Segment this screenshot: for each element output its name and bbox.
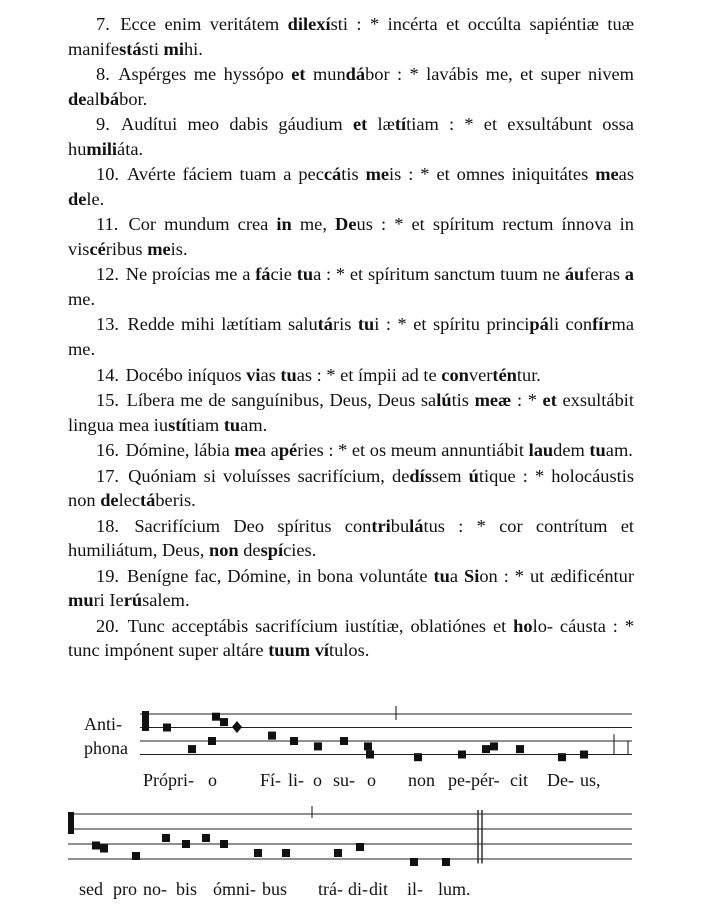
verse-text: cie (270, 264, 297, 285)
accent-syllable: áu (564, 264, 585, 285)
lyric-syllable: lum. (438, 879, 471, 899)
verse-text: Quóniam si voluísses sacrifícium, de (128, 465, 410, 486)
verse-text: Cor mundum crea (128, 214, 277, 235)
verse-text: am. (240, 414, 268, 435)
neume-note (92, 842, 100, 850)
verse-text: ri Ie (93, 590, 124, 611)
verse-text: tur. (516, 364, 541, 385)
verse-text: a : * et spíritum sanctum tuum ne (313, 264, 565, 285)
verse-text: as (618, 164, 634, 185)
verse-text: bu (390, 515, 410, 536)
accent-syllable: ho (513, 615, 533, 636)
verse-text: me. (68, 288, 96, 309)
lyric-syllable: De- (547, 770, 574, 790)
verse-text: me, (291, 214, 336, 235)
verse-text: dem (553, 440, 590, 461)
lyric-syllable: sed (79, 879, 103, 899)
verse-text: a a (257, 440, 279, 461)
verse-text: tulos. (329, 640, 370, 661)
verse-text: de (238, 540, 261, 561)
neume-rhombus (232, 721, 242, 733)
accent-syllable: tuum (268, 640, 311, 661)
neume-note (340, 737, 348, 745)
verse-text: beris. (155, 490, 196, 511)
verse-number: 13. (96, 314, 119, 335)
verse-text: : * (511, 390, 543, 411)
lyric-syllable: us, (580, 770, 601, 790)
lyric-syllable: il- (407, 879, 423, 899)
verse-text: is. (170, 238, 188, 259)
verse-text: ma me. (68, 314, 634, 360)
lyric-syllable: o (367, 770, 376, 790)
accent-syllable: fír (592, 314, 612, 335)
neume-note (364, 742, 372, 750)
verse-text: ries : * et os meum annuntiábit (297, 440, 529, 461)
accent-syllable: stá (119, 38, 142, 59)
accent-syllable: bá (99, 88, 120, 109)
accent-syllable: tu (589, 440, 606, 461)
accent-syllable: et (291, 64, 306, 85)
accent-syllable: de (68, 188, 87, 209)
neume-note (290, 737, 298, 745)
lyric-syllable: o (208, 770, 217, 790)
verse-number: 15. (96, 390, 119, 411)
verse-text: tiam : * et exsultábunt ossa hu (68, 114, 634, 159)
lyric-syllable: o (313, 770, 322, 790)
lyric-syllable: non (408, 770, 435, 790)
accent-syllable: Si (464, 565, 480, 586)
neume-note (490, 742, 498, 750)
verse-number: 19. (96, 565, 119, 586)
accent-syllable: tá (317, 314, 333, 335)
verse-text: sti (141, 38, 164, 59)
accent-syllable: rú (123, 590, 143, 611)
verse-text: am. (605, 440, 633, 461)
accent-syllable: dilexí (287, 14, 331, 34)
lyric-syllable: ómni- (213, 879, 256, 899)
verse-text: Sacrifícium Deo spíritus con (134, 515, 372, 536)
neume-note (268, 732, 276, 740)
verse-text: cies. (283, 540, 317, 561)
accent-syllable: con (441, 364, 469, 385)
verse-text: ribus (105, 238, 148, 259)
verse-number: 10. (96, 164, 119, 185)
accent-syllable: tá (140, 490, 156, 511)
clef-mark (68, 812, 74, 834)
neume-note (182, 840, 190, 848)
verse-number: 9. (96, 114, 110, 135)
neume-note (482, 745, 490, 753)
verse-text: Dómine, lábia (125, 440, 235, 461)
neume-note (188, 745, 196, 753)
verse-text: læ (367, 114, 395, 135)
verse-text: lec (118, 490, 141, 511)
neume-note (220, 840, 228, 848)
accent-syllable: stí (168, 414, 187, 435)
verse-text: Tunc acceptábis sacrifícium iustítiæ, oblatiónes et (127, 615, 514, 636)
verse-text: Líbera me de sanguínibus, Deus, Deus sa (126, 390, 437, 411)
verse-text: tiam (186, 414, 224, 435)
neume-note (162, 834, 170, 842)
accent-syllable: me (595, 164, 619, 185)
verse-text: ver (468, 364, 493, 385)
accent-syllable: cé (89, 238, 106, 259)
accent-syllable: mili (86, 138, 118, 159)
accent-syllable: ú (468, 465, 479, 486)
verse-text: al (86, 88, 100, 109)
clef-mark (142, 711, 149, 731)
accent-syllable: non (208, 540, 239, 561)
verse-text: tis (341, 164, 366, 185)
lyric-syllable: trá- (318, 879, 343, 899)
lyric-syllable: bis (176, 879, 198, 899)
lyric-syllable: no- (143, 879, 167, 899)
accent-syllable: a (624, 264, 634, 285)
accent-syllable: in (276, 214, 292, 235)
verse-number: 17. (96, 465, 119, 486)
verse-text: áta. (117, 138, 144, 159)
accent-syllable: pé (278, 440, 298, 461)
verse-text: sem (431, 465, 469, 486)
accent-syllable: mu (68, 590, 94, 611)
neume-note (458, 751, 466, 759)
accent-syllable: tí (394, 114, 407, 135)
lyric-syllable: di- (348, 879, 368, 899)
accent-syllable: et (352, 114, 368, 135)
accent-syllable: me (234, 440, 258, 461)
accent-syllable: tri (371, 515, 391, 536)
verse-number: 20. (96, 615, 119, 636)
accent-syllable: cá (323, 164, 342, 185)
lyric-syllable: bus (262, 879, 288, 899)
verse-number: 12. (96, 264, 119, 285)
accent-syllable: me (147, 238, 171, 259)
accent-syllable: ví (314, 640, 330, 661)
lyric-syllable: pro (113, 879, 137, 899)
verse-text: Redde mihi lætítiam salu (127, 314, 318, 335)
neume-note (356, 843, 364, 851)
antiphon-label-line1: Anti- (84, 714, 122, 734)
verse-text: us : * et spíritum rectum ínnova in vis (68, 214, 634, 259)
accent-syllable: tu (357, 314, 375, 335)
verse-text: le. (86, 188, 105, 209)
accent-syllable: de (68, 88, 87, 109)
neume-note (558, 753, 566, 761)
accent-syllable: fá (255, 264, 271, 285)
verse-text: li con (548, 314, 593, 335)
neume-note (100, 845, 108, 853)
verse-text: exsultábit lingua mea iu (68, 390, 634, 435)
verse-text: a (449, 565, 464, 586)
verse-text: tis (451, 390, 475, 411)
accent-syllable: dís (409, 465, 432, 486)
accent-syllable: vi (246, 364, 261, 385)
neume-note (212, 713, 220, 721)
verse-text: as (260, 364, 281, 385)
antiphon-label-line2: phona (84, 738, 128, 758)
verse-number: 14. (96, 364, 119, 385)
verse-text: Avérte fáciem tuam a pec (126, 164, 324, 185)
accent-syllable: et (542, 390, 557, 411)
verse-text: Ne proícias me a (125, 264, 256, 285)
verse-text: Aspérges me hyssópo (118, 64, 292, 85)
verse-text: Docébo iníquos (125, 364, 247, 385)
verse-number: 16. (96, 440, 119, 461)
neume-note (516, 745, 524, 753)
verse-text: Benígne fac, Dómine, in bona voluntáte (126, 565, 434, 586)
neume-note (442, 858, 450, 866)
accent-syllable: me (365, 164, 390, 185)
accent-syllable: tu (280, 364, 297, 385)
neume-note (132, 852, 140, 860)
verse-text: on : * ut ædificéntur (479, 565, 634, 586)
verse-text: sti : * incérta et occúlta sapiéntiæ tuæ manife (68, 14, 634, 59)
lyric-syllable: dit (369, 879, 389, 899)
verse-text: hi. (183, 38, 203, 59)
accent-syllable: meæ (474, 390, 512, 411)
verse-text: feras (584, 264, 625, 285)
accent-syllable: lá (409, 515, 424, 536)
accent-syllable: tén (492, 364, 517, 385)
neume-note (220, 718, 228, 726)
accent-syllable: De (335, 214, 357, 235)
accent-syllable: tu (223, 414, 241, 435)
lyric-syllable: cit (510, 770, 528, 790)
neume-note (366, 751, 374, 759)
accent-syllable: pá (529, 314, 549, 335)
lyric-syllable: Própri- (143, 770, 194, 790)
verse-text: tique : * holocáustis non (68, 465, 634, 511)
verse-text: tus : * cor contrítum et humiliátum, Deus, (68, 515, 634, 561)
lyric-syllable: su- (333, 770, 355, 790)
neume-note (254, 849, 262, 857)
verse-text: i : * et spíritu princi (374, 314, 530, 335)
verse-text: as : * et ímpii ad te (296, 364, 442, 385)
lyric-syllable: Fí- (260, 770, 282, 790)
verse-text: Ecce enim veritátem (120, 14, 288, 34)
accent-syllable: tu (433, 565, 450, 586)
verse-text: mun (305, 64, 346, 85)
neume-note (208, 737, 216, 745)
neume-note (314, 742, 322, 750)
verse-number: 18. (96, 515, 119, 536)
accent-syllable: de (100, 490, 119, 511)
verse-text: bor : * lavábis me, et super nivem (365, 64, 634, 85)
lyric-syllable: pér- (471, 770, 500, 790)
verse-text: ris (332, 314, 358, 335)
verse-number: 8. (96, 64, 110, 85)
verse-number: 11. (96, 214, 119, 235)
neume-note (282, 849, 290, 857)
accent-syllable: tu (296, 264, 314, 285)
verse-text: Audítui meo dabis gáudium (121, 114, 353, 135)
neume-note (163, 724, 171, 732)
accent-syllable: lau (528, 440, 554, 461)
accent-syllable: dá (345, 64, 366, 85)
lyric-syllable: li- (288, 770, 304, 790)
verse-text: lo- cáu (532, 615, 586, 636)
accent-syllable: mi (163, 38, 184, 59)
neume-note (334, 849, 342, 857)
neume-note (410, 858, 418, 866)
accent-syllable: lú (436, 390, 452, 411)
neume-note (580, 751, 588, 759)
verse-text: bor. (119, 88, 148, 109)
lyric-syllable: pe- (448, 770, 471, 790)
verse-text: is : * et omnes iniquitátes (389, 164, 596, 185)
verse-number: 7. (96, 14, 110, 34)
accent-syllable: spí (260, 540, 284, 561)
verse-text: salem. (142, 590, 190, 611)
neume-note (414, 753, 422, 761)
verse-text: sta : * tunc impónent super altáre (68, 615, 635, 661)
neume-note (202, 834, 210, 842)
